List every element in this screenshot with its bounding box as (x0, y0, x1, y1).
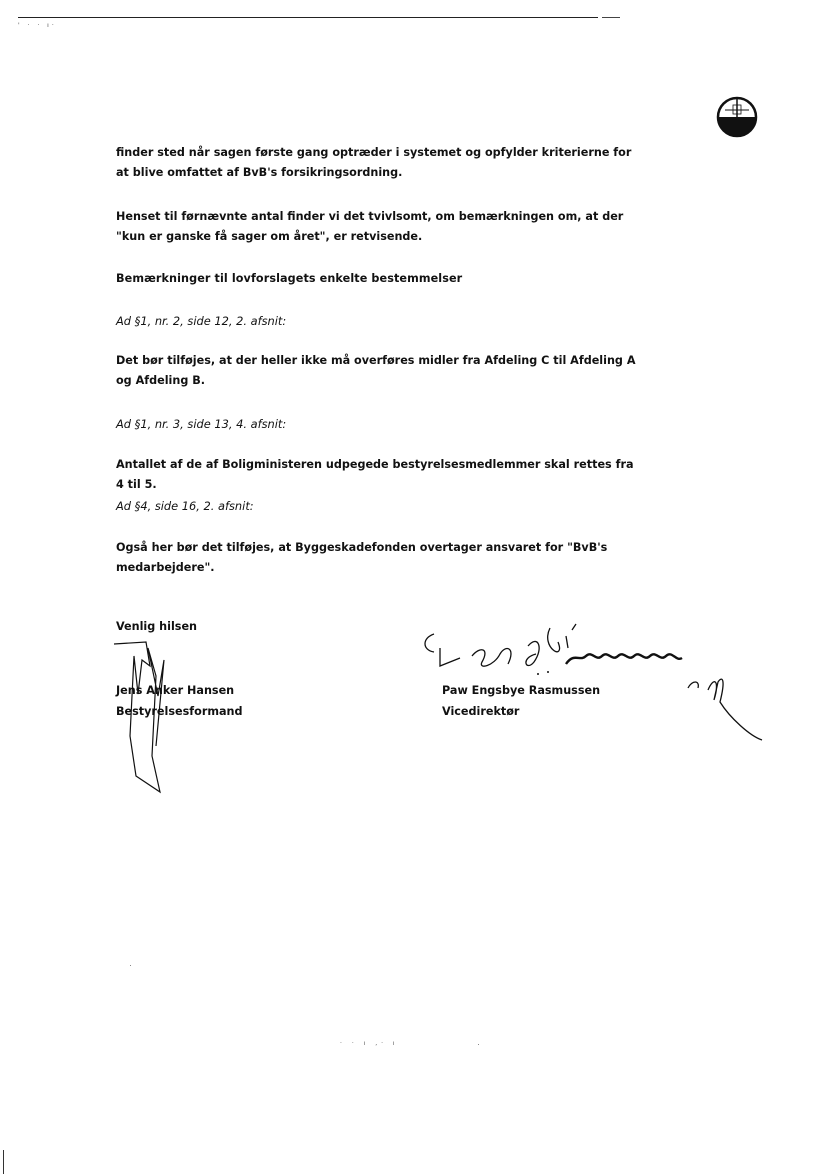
paragraph-5: Også her bør det tilføjes, at Byggeskadefonden overtager ansvaret for "BvB's medarbejdere". (116, 541, 608, 574)
right-signer-name: Paw Engsbye Rasmussen (442, 684, 601, 697)
scan-speck (478, 1044, 479, 1045)
section-heading: Bemærkninger til lovforslagets enkelte bestemmelser (116, 272, 463, 285)
left-signer-name: Jens Anker Hansen (116, 684, 235, 697)
scan-edge-line (3, 1150, 4, 1174)
reference-2: Ad §1, nr. 3, side 13, 4. afsnit: (116, 417, 287, 431)
scan-marks-bottom: · · ı ,· ı (340, 1040, 399, 1047)
right-signer-title: Vicedirektør (442, 705, 520, 718)
scan-marks: ' · · ı· (18, 22, 57, 29)
header-rule (18, 17, 598, 18)
paragraph-2: Henset til førnævnte antal finder vi det tvivlsomt, om bemærkningen om, at der "kun er ganske få sager om året", er retvisende. (116, 210, 624, 243)
closing-greeting: Venlig hilsen (116, 620, 198, 633)
reference-3: Ad §4, side 16, 2. afsnit: (116, 499, 254, 513)
paragraph-3: Det bør tilføjes, at der heller ikke må overføres midler fra Afdeling C til Afdeling A og Afdeling B. (116, 354, 636, 387)
circle-half-logo-icon (716, 96, 758, 138)
paragraph-1: finder sted når sagen første gang optræder i systemet og opfylder kriterierne for at blive omfattet af BvB's forsikringsordning. (116, 146, 632, 179)
reference-1: Ad §1, nr. 2, side 12, 2. afsnit: (116, 314, 287, 328)
paragraph-4: Antallet af de af Boligministeren udpegede bestyrelsesmedlemmer skal rettes fra 4 til 5. (116, 458, 634, 491)
left-signer-title: Bestyrelsesformand (116, 705, 243, 718)
scan-speck (130, 965, 131, 966)
header-rule-fragment (602, 17, 620, 18)
